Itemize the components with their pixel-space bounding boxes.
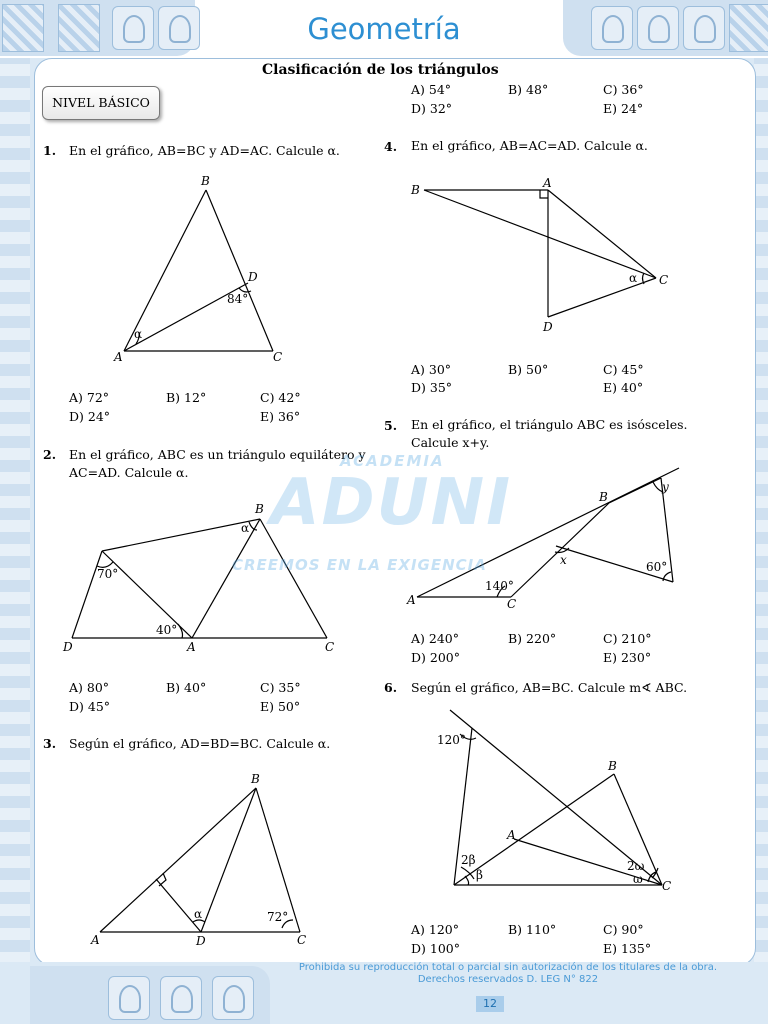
problem-statement: En el gráfico, el triángulo ABC es isósceles. bbox=[411, 417, 688, 432]
right-border-pattern bbox=[754, 0, 768, 1024]
label-B: B bbox=[201, 174, 210, 188]
problem-statement: Calcule x+y. bbox=[411, 435, 490, 450]
option: D) 35° bbox=[411, 380, 453, 395]
option: D) 100° bbox=[411, 941, 460, 956]
option: A) 80° bbox=[69, 680, 110, 695]
problem-statement: Según el gráfico, AD=BD=BC. Calcule α. bbox=[69, 736, 331, 751]
label-D: D bbox=[63, 640, 73, 654]
alpha-label: α bbox=[134, 327, 143, 341]
option: D) 200° bbox=[411, 650, 460, 665]
label-y: y bbox=[662, 480, 669, 494]
label-A: A bbox=[114, 350, 123, 364]
label-C: C bbox=[273, 350, 283, 364]
angle-label: 120° bbox=[437, 733, 466, 747]
option: C) 210° bbox=[603, 631, 652, 646]
copyright-notice bbox=[268, 962, 748, 986]
option: E) 135° bbox=[603, 941, 652, 956]
label-B: B bbox=[251, 772, 260, 786]
copyright-line-1: Prohibida su reproducción total o parcial sin autorización de los titulares de la obra. bbox=[298, 962, 718, 973]
option: E) 50° bbox=[260, 699, 301, 714]
option: D) 45° bbox=[69, 699, 111, 714]
label-D: D bbox=[543, 320, 553, 334]
problem-statement: En el gráfico, AB=AC=AD. Calcule α. bbox=[411, 138, 648, 153]
option: C) 45° bbox=[603, 362, 644, 377]
label-A: A bbox=[407, 593, 416, 607]
copyright-line-2: Derechos reservados D. LEG N° 822 bbox=[417, 974, 599, 985]
label-C: C bbox=[297, 933, 307, 947]
option: E) 40° bbox=[603, 380, 644, 395]
label-B: B bbox=[255, 502, 264, 516]
angle-label: 60° bbox=[646, 560, 668, 574]
problem-number: 6. bbox=[384, 680, 398, 695]
option: A) 240° bbox=[411, 631, 459, 646]
figure-problem-1 bbox=[110, 170, 310, 370]
figure-problem-3 bbox=[85, 770, 325, 950]
surfer-icon bbox=[160, 976, 202, 1020]
watermark-top: ACADEMIA bbox=[340, 452, 445, 470]
problem-number: 4. bbox=[384, 139, 398, 154]
option: B) 220° bbox=[508, 631, 557, 646]
figure-problem-5 bbox=[405, 462, 685, 612]
angle-label: 40° bbox=[156, 623, 178, 637]
option: E) 230° bbox=[603, 650, 652, 665]
figure-icon bbox=[108, 976, 150, 1020]
option: A) 120° bbox=[411, 922, 459, 937]
option: C) 90° bbox=[603, 922, 644, 937]
section-subtitle: Clasificación de los triángulos bbox=[262, 62, 499, 78]
label-D: D bbox=[196, 934, 206, 948]
instrument-icon bbox=[212, 976, 254, 1020]
angle-label: 140° bbox=[485, 579, 514, 593]
figure-problem-2 bbox=[60, 500, 350, 660]
label-C: C bbox=[507, 597, 517, 611]
label-C: C bbox=[662, 879, 672, 893]
problem-statement: AC=AD. Calcule α. bbox=[69, 465, 189, 480]
label-A: A bbox=[543, 176, 552, 190]
option: D) 32° bbox=[411, 101, 453, 116]
option: B) 110° bbox=[508, 922, 557, 937]
label-C: C bbox=[325, 640, 335, 654]
problem-number: 1. bbox=[43, 143, 57, 158]
level-badge: NIVEL BÁSICO bbox=[42, 86, 160, 120]
label-B: B bbox=[411, 183, 420, 197]
label-C: C bbox=[659, 273, 669, 287]
alpha-label: α bbox=[241, 521, 250, 535]
option: E) 36° bbox=[260, 409, 301, 424]
label-x: x bbox=[560, 553, 567, 567]
option: E) 24° bbox=[603, 101, 644, 116]
label-A: A bbox=[187, 640, 196, 654]
alpha-label: α bbox=[194, 907, 203, 921]
alpha-label: α bbox=[629, 271, 638, 285]
option: B) 50° bbox=[508, 362, 549, 377]
problem-statement: En el gráfico, AB=BC y AD=AC. Calcule α. bbox=[69, 143, 340, 158]
angle-label: 2β bbox=[461, 853, 476, 867]
label-D: D bbox=[248, 270, 258, 284]
angle-label: 70° bbox=[97, 567, 119, 581]
angle-label: 84° bbox=[227, 292, 249, 306]
watermark-slogan: CREEMOS EN LA EXIGENCIA bbox=[232, 556, 487, 574]
footer-decoration bbox=[30, 966, 270, 1024]
option: C) 36° bbox=[603, 82, 644, 97]
option: A) 30° bbox=[411, 362, 452, 377]
figure-problem-6 bbox=[410, 702, 680, 902]
angle-label: β bbox=[476, 868, 483, 882]
problem-statement: Según el gráfico, AB=BC. Calcule m∢ ABC. bbox=[411, 680, 688, 695]
problem-number: 3. bbox=[43, 736, 57, 751]
option: A) 54° bbox=[411, 82, 452, 97]
left-border-pattern bbox=[0, 0, 30, 1024]
option: B) 12° bbox=[166, 390, 207, 405]
option: A) 72° bbox=[69, 390, 110, 405]
page-title: Geometría bbox=[307, 12, 461, 46]
problem-statement: En el gráfico, ABC es un triángulo equilátero y bbox=[69, 447, 366, 462]
angle-label: ω bbox=[633, 872, 643, 886]
angle-label: 72° bbox=[267, 910, 289, 924]
option: C) 35° bbox=[260, 680, 301, 695]
label-A: A bbox=[91, 933, 100, 947]
option: B) 40° bbox=[166, 680, 207, 695]
label-B: B bbox=[608, 759, 617, 773]
angle-label: 2ω bbox=[627, 859, 645, 873]
page-number: 12 bbox=[476, 996, 504, 1012]
label-B: B bbox=[599, 490, 608, 504]
watermark-logo: ADUNI bbox=[270, 466, 512, 540]
problem-number: 2. bbox=[43, 447, 57, 462]
figure-problem-4 bbox=[408, 172, 678, 342]
label-A: A bbox=[507, 828, 516, 842]
option: D) 24° bbox=[69, 409, 111, 424]
option: B) 48° bbox=[508, 82, 549, 97]
problem-number: 5. bbox=[384, 418, 398, 433]
option: C) 42° bbox=[260, 390, 301, 405]
